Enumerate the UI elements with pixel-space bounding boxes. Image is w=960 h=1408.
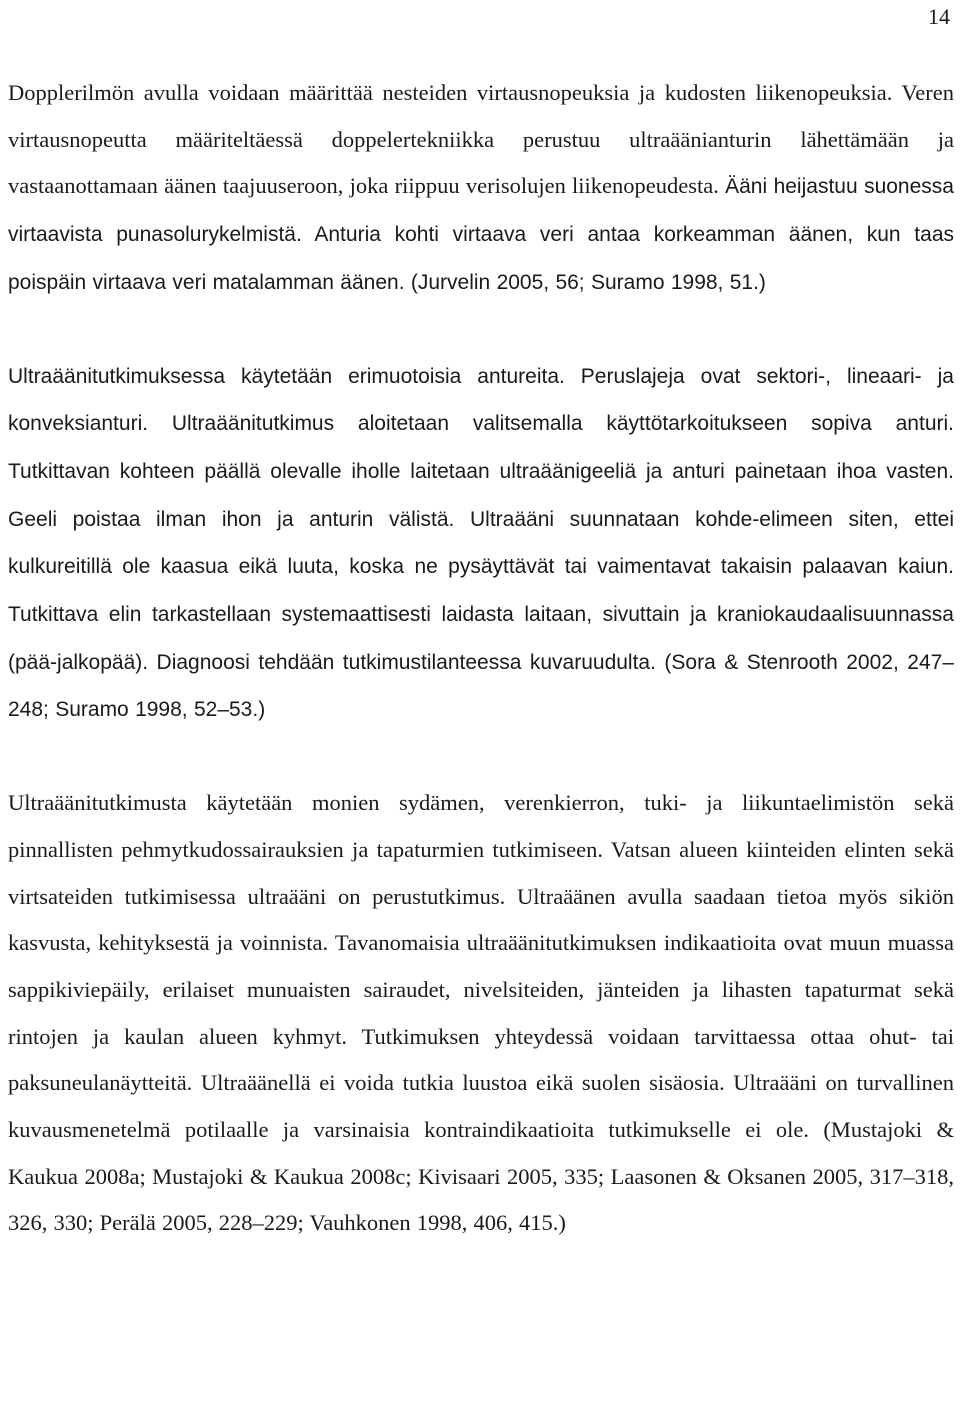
paragraph-indications <box>8 780 954 1247</box>
paragraph-transducers <box>8 353 954 735</box>
paragraph-indications-text: Ultraäänitutkimusta käytetään monien sydämen, verenkierron, tuki- ja liikuntaelimistön sekä pinnallisten pehmytkudossairauksien ja tapaturmien tutkimiseen. Vatsan alueen kiinteiden elinten sekä virtsateiden tutkimisessa ultraääni on perustutkimus. Ultraäänen avulla saadaan tietoa myös sikiön kasvusta, kehityksestä ja voinnista. Tavanomaisia ultraäänitutkimuksen indikaatioita ovat muun muassa sappikiviepäily, erilaiset munuaisten sairaudet, nivelsiteiden, jänteiden ja lihasten tapaturmat sekä rintojen ja kaulan alueen kyhmyt. Tutkimuksen yhteydessä voidaan tarvittaessa ottaa ohut- tai paksuneulanäytteitä. Ultraäänellä ei voida tutkia luustoa eikä suolen sisäosia. Ultraääni on turvallinen kuvausmenetelmä potilaalle ja varsinaisia kontraindikaatioita tutkimukselle ei ole. (Mustajoki & Kaukua 2008a; Mustajoki & Kaukua 2008c; Kivisaari 2005, 335; Laasonen & Oksanen 2005, 317–318, 326, 330; Perälä 2005, 228–229; Vauhkonen 1998, 406, 415.) <box>8 790 954 1236</box>
paragraph-doppler <box>8 70 954 307</box>
document-body <box>8 70 954 1247</box>
paragraph-doppler-text-2: Ääni heijastuu suonessa virtaavista punasolurykelmistä. Anturia kohti virtaava veri antaa korkeamman äänen, kun taas poispäin virtaava veri matalamman äänen. (Jurvelin 2005, 56; Suramo 1998, 51.) <box>8 175 954 294</box>
paragraph-spacer <box>8 734 954 780</box>
page-number: 14 <box>928 4 950 29</box>
paragraph-doppler-text-1: Dopplerilmön avulla voidaan määrittää nesteiden virtausnopeuksia ja kudosten liikenopeuksia. Veren virtausnopeutta määriteltäessä doppelertekniikka perustuu ultraäänianturin lähettämään ja vastaanottamaan äänen taajuuseroon, joka riippuu verisolujen liikenopeudesta. <box>8 80 954 199</box>
paragraph-spacer <box>8 307 954 353</box>
paragraph-transducers-text: Ultraäänitutkimuksessa käytetään erimuotoisia antureita. Peruslajeja ovat sektori-, lineaari- ja konveksianturi. Ultraäänitutkimus aloitetaan valitsemalla käyttötarkoitukseen sopiva anturi. Tutkittavan kohteen päällä olevalle iholle laitetaan ultraäänigeeliä ja anturi painetaan ihoa vasten. Geeli poistaa ilman ihon ja anturin välistä. Ultraääni suunnataan kohde-elimeen siten, ettei kulkureitillä ole kaasua eikä luuta, koska ne pysäyttävät tai vaimentavat takaisin palaavan kaiun. Tutkittava elin tarkastellaan systemaattisesti laidasta laitaan, sivuttain ja kraniokaudaalisuunnassa (pää-jalkopää). Diagnoosi tehdään tutkimustilanteessa kuvaruudulta. (Sora & Stenrooth 2002, 247–248; Suramo 1998, 52–53.) <box>8 364 954 722</box>
